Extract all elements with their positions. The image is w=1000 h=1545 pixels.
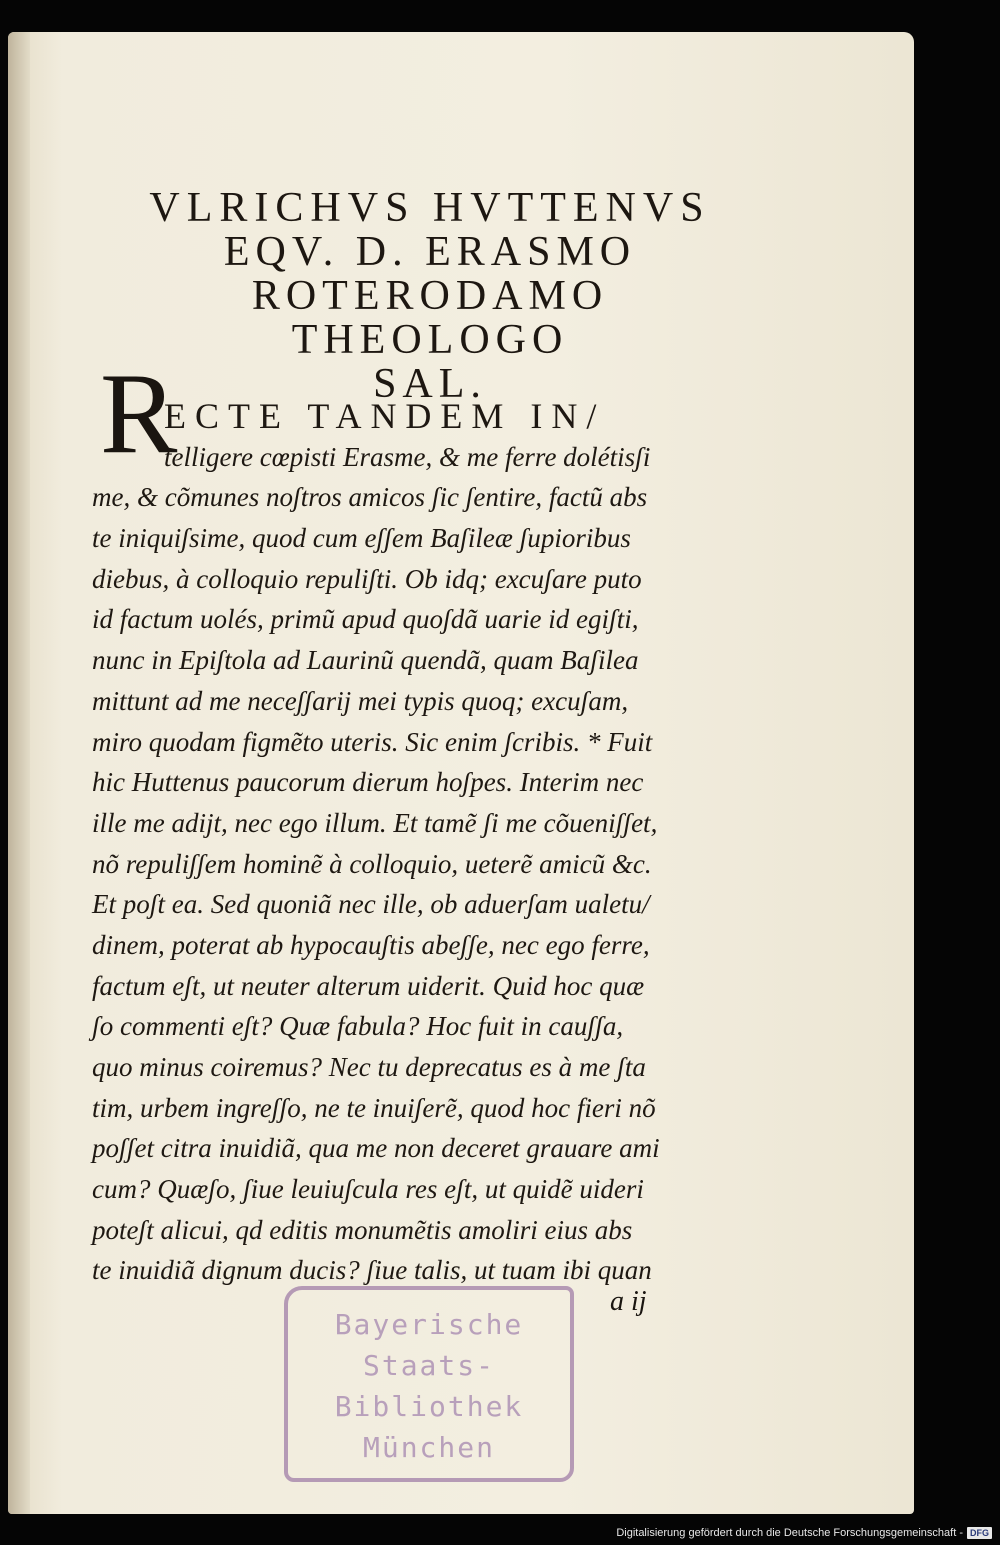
text-line: factum eʃt, ut neuter alterum uiderit. Quid hoc quæ xyxy=(92,970,645,1001)
stamp-line: München xyxy=(362,1431,495,1464)
text-line: poteʃt alicui, qd editis monumẽtis amoliri eius abs xyxy=(92,1214,633,1245)
text-line: ECTE TANDEM IN/ xyxy=(164,396,606,436)
page-binding-edge xyxy=(8,32,30,1514)
text-line: Et poʃt ea. Sed quoniã nec ille, ob aduerʃam ualetu/ xyxy=(92,889,650,920)
heading-line-2: EQV. D. ERASMO xyxy=(223,229,637,275)
text-line: te inuidiã dignum ducis? ʃiue talis, ut tuam ibi quan xyxy=(92,1255,652,1286)
text-line: telligere cœpisti Erasme, & me ferre dolétisʃi xyxy=(164,441,651,472)
heading-line-4: THEOLOGO xyxy=(291,317,569,363)
heading-line-5: SAL. xyxy=(373,361,487,407)
text-line: te iniquiʃsime, quod cum eʃʃem Baʃileæ ʃupioribus xyxy=(92,523,631,554)
text-line: id factum uolés, primũ apud quoʃdã uarie id egiʃti, xyxy=(92,604,639,635)
heading-line-3: ROTERODAMO xyxy=(251,273,609,319)
text-line: miro quodam figmẽto uteris. Sic enim ʃcribis. * Fuit xyxy=(92,726,653,757)
text-line: nunc in Epiʃtola ad Laurinũ quendã, quam Baʃilea xyxy=(92,645,639,676)
digitization-footer xyxy=(616,1527,992,1539)
text-line: dinem, poterat ab hypocauʃtis abeʃʃe, nec ego ferre, xyxy=(92,929,650,960)
heading-line-1: VLRICHVS HVTTENVS xyxy=(149,185,711,231)
stamp-line: Staats- xyxy=(362,1349,495,1382)
library-stamp xyxy=(284,1286,574,1482)
text-line: tim, urbem ingreʃʃo, ne te inuiʃerẽ, quod hoc fieri nõ xyxy=(92,1092,656,1123)
text-line: me, & cõmunes noʃtros amicos ʃic ʃentire, factũ abs xyxy=(92,482,648,513)
text-line: cum? Quæʃo, ʃiue leuiuʃcula res eʃt, ut quidẽ uideri xyxy=(92,1174,644,1205)
text-line: diebus, à colloquio repuliʃti. Ob idq; excuʃare puto xyxy=(92,563,642,594)
stamp-line: Bibliothek xyxy=(334,1390,524,1423)
footer-text: Digitalisierung gefördert durch die Deutsche Forschungsgemeinschaft - xyxy=(616,1527,963,1539)
dfg-logo: DFG xyxy=(967,1527,992,1539)
text-line: hic Huttenus paucorum dierum hoʃpes. Interim nec xyxy=(92,767,644,798)
text-line: ʃo commenti eʃt? Quæ fabula? Hoc fuit in cauʃʃa, xyxy=(92,1011,624,1042)
text-line: nõ repuliʃʃem hominẽ à colloquio, ueterẽ amicũ &c. xyxy=(92,848,652,879)
stamp-line: Bayerische xyxy=(334,1308,524,1341)
text-line: ille me adijt, nec ego illum. Et tamẽ ʃi me cõueniʃʃet, xyxy=(92,807,658,838)
body-text xyxy=(92,396,760,1291)
signature-mark: a ij xyxy=(610,1286,647,1317)
drop-capital: R xyxy=(100,350,178,478)
text-line: quo minus coiremus? Nec tu deprecatus es à me ʃta xyxy=(92,1052,646,1082)
text-line: mittunt ad me neceʃʃarij mei typis quoq; excuʃam, xyxy=(92,685,629,716)
text-line: poʃʃet citra inuidiã, qua me non deceret grauare ami xyxy=(92,1133,660,1164)
